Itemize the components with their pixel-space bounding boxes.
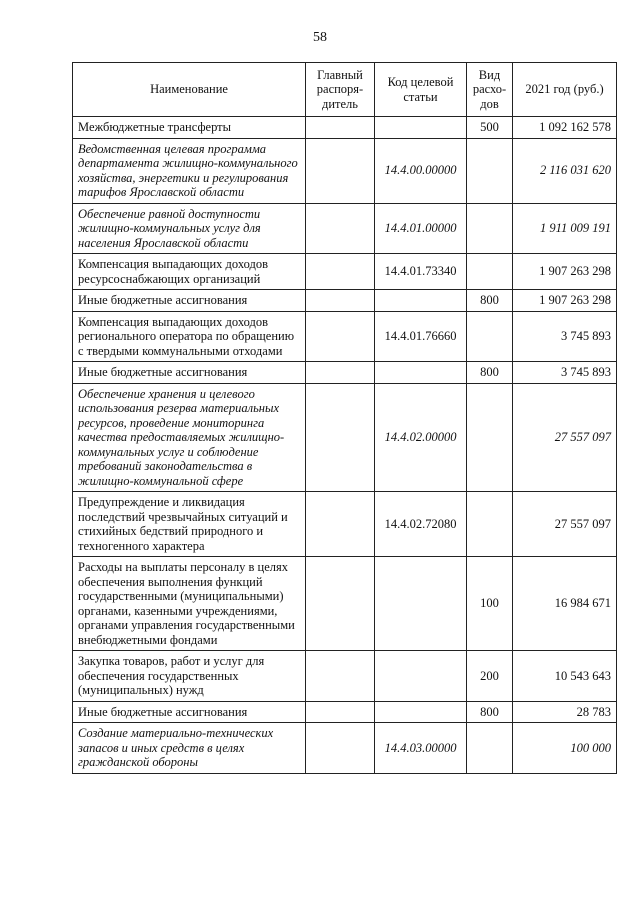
table-row [73,383,617,492]
cell-name: Предупреждение и ликвидация последствий чрезвычайных ситуаций и стихийных бедствий природного и техногенного характера [73,492,306,557]
table-row [73,203,617,254]
cell-amount: 16 984 671 [513,557,617,651]
cell-amount: 100 000 [513,723,617,774]
cell-name: Ведомственная целевая программа департамента жилищно-коммунального хозяйства, энергетики и регулирования тарифов Ярославской области [73,138,306,203]
cell-type [467,138,513,203]
cell-code: 14.4.02.72080 [375,492,467,557]
cell-admin [306,723,375,774]
header-amount: 2021 год (руб.) [513,63,617,117]
cell-amount: 1 911 009 191 [513,203,617,254]
cell-type [467,254,513,290]
cell-type [467,492,513,557]
cell-admin [306,492,375,557]
header-name: Наименование [73,63,306,117]
table-row [73,557,617,651]
page-number: 58 [313,30,327,45]
table-row [73,311,617,362]
header-code: Код целевой статьи [375,63,467,117]
cell-admin [306,701,375,723]
table-row [73,138,617,203]
budget-table [72,62,617,774]
cell-code: 14.4.01.76660 [375,311,467,362]
table-row [73,254,617,290]
header-admin: Главный распоря-дитель [306,63,375,117]
cell-amount: 28 783 [513,701,617,723]
table-header-row [73,63,617,117]
cell-type [467,203,513,254]
cell-code [375,362,467,384]
cell-type: 500 [467,117,513,139]
cell-name: Создание материально-технических запасов и иных средств в целях гражданской обороны [73,723,306,774]
cell-code [375,651,467,702]
cell-name: Обеспечение хранения и целевого использования резерва материальных ресурсов, проведение мониторинга качества предоставляемых жилищно-коммунальных услуг и соблюдение требований законодательства в жилищно-коммунальной сфере [73,383,306,492]
cell-name: Компенсация выпадающих доходов регионального оператора по обращению с твердыми коммунальными отходами [73,311,306,362]
table-row [73,362,617,384]
cell-name: Расходы на выплаты персоналу в целях обеспечения выполнения функций государственными (муниципальными) органами, казенными учреждениями, органами управления государственными внебюджетными фондами [73,557,306,651]
cell-amount: 10 543 643 [513,651,617,702]
cell-code: 14.4.01.00000 [375,203,467,254]
cell-amount: 3 745 893 [513,311,617,362]
cell-admin [306,290,375,312]
cell-code [375,701,467,723]
cell-name: Иные бюджетные ассигнования [73,290,306,312]
cell-name: Компенсация выпадающих доходов ресурсоснабжающих организаций [73,254,306,290]
cell-type [467,723,513,774]
cell-name: Закупка товаров, работ и услуг для обеспечения государственных (муниципальных) нужд [73,651,306,702]
cell-admin [306,651,375,702]
cell-admin [306,362,375,384]
cell-amount: 1 907 263 298 [513,290,617,312]
cell-name: Межбюджетные трансферты [73,117,306,139]
cell-code: 14.4.01.73340 [375,254,467,290]
cell-amount: 1 907 263 298 [513,254,617,290]
table-row [73,701,617,723]
cell-code: 14.4.00.00000 [375,138,467,203]
cell-amount: 2 116 031 620 [513,138,617,203]
cell-type: 800 [467,362,513,384]
cell-admin [306,311,375,362]
cell-admin [306,383,375,492]
cell-type: 100 [467,557,513,651]
table-row [73,723,617,774]
cell-amount: 27 557 097 [513,492,617,557]
cell-admin [306,117,375,139]
cell-code: 14.4.03.00000 [375,723,467,774]
cell-code [375,557,467,651]
cell-admin [306,203,375,254]
table-row [73,492,617,557]
cell-code [375,117,467,139]
cell-name: Иные бюджетные ассигнования [73,362,306,384]
cell-type [467,383,513,492]
cell-type: 800 [467,290,513,312]
cell-code: 14.4.02.00000 [375,383,467,492]
table-row [73,290,617,312]
cell-admin [306,557,375,651]
cell-type [467,311,513,362]
cell-type: 800 [467,701,513,723]
cell-amount: 27 557 097 [513,383,617,492]
cell-name: Иные бюджетные ассигнования [73,701,306,723]
cell-amount: 3 745 893 [513,362,617,384]
cell-type: 200 [467,651,513,702]
cell-admin [306,254,375,290]
cell-name: Обеспечение равной доступности жилищно-коммунальных услуг для населения Ярославской области [73,203,306,254]
table-body [73,117,617,774]
cell-admin [306,138,375,203]
table-row [73,117,617,139]
table-row [73,651,617,702]
cell-code [375,290,467,312]
cell-amount: 1 092 162 578 [513,117,617,139]
header-type: Вид расхо-дов [467,63,513,117]
